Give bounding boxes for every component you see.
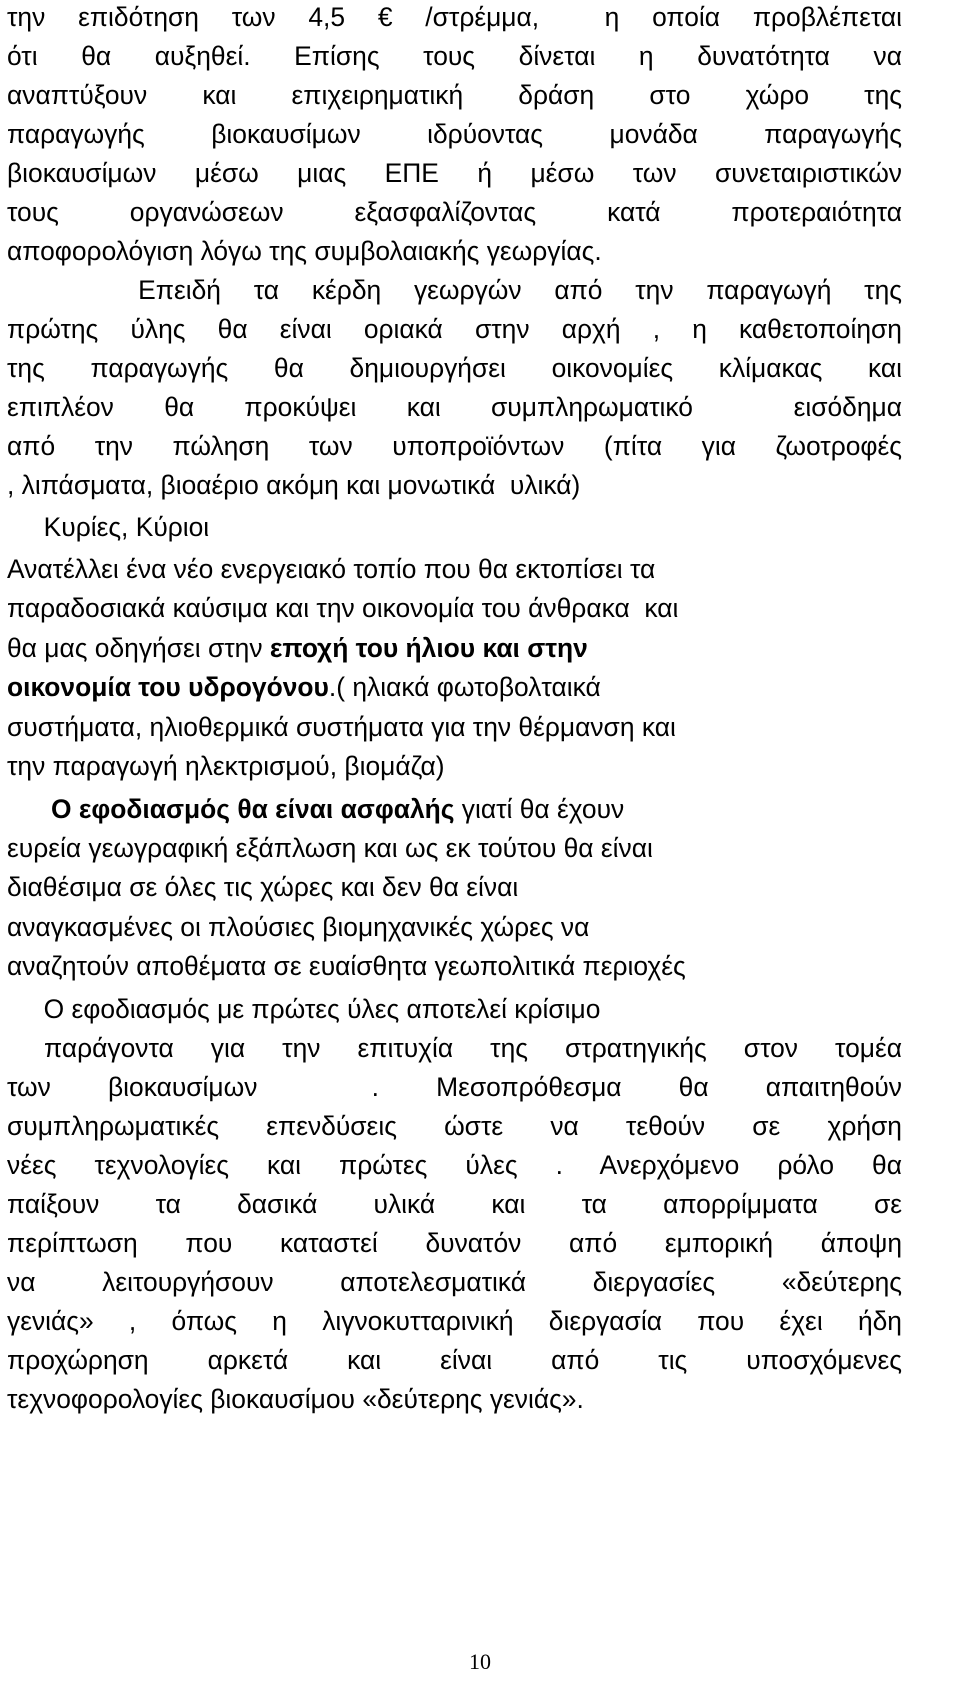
plain-text: θα μας οδηγήσει στην (7, 633, 270, 663)
text-line: παίξουν τα δασικά υλικά και τα απορρίμματα σε (7, 1189, 902, 1219)
text-line: περίπτωση που καταστεί δυνατόν από εμπορική άποψη (7, 1228, 902, 1258)
text-line: των βιοκαυσίμων . Μεσοπρόθεσμα θα απαιτηθούν (7, 1072, 902, 1102)
page-number: 10 (469, 1649, 491, 1674)
text-line: παραδοσιακά καύσιμα και την οικονομία του άνθρακα και (7, 593, 679, 623)
text-line: συστήματα, ηλιοθερμικά συστήματα για την θέρμανση και (7, 712, 676, 742)
text-line: γενιάς» , όπως η λιγνοκυτταρινική διεργασία που έχει ήδη (7, 1306, 902, 1336)
text-line: βιοκαυσίμων μέσω μιας ΕΠΕ ή μέσω των συνεταιριστικών (7, 158, 902, 188)
text-line: επιπλέον θα προκύψει και συμπληρωματικό εισόδημα (7, 392, 902, 422)
text-line: προχώρηση αρκετά και είναι από τις υποσχόμενες (7, 1345, 902, 1375)
text-line: αναζητούν αποθέματα σε ευαίσθητα γεωπολιτικά περιοχές (7, 951, 686, 981)
text-line: , λιπάσματα, βιοαέριο ακόμη και μονωτικά υλικά) (7, 470, 581, 500)
text-line: ότι θα αυξηθεί. Επίσης τους δίνεται η δυνατότητα να (7, 41, 902, 71)
text-line: ευρεία γεωγραφική εξάπλωση και ως εκ τούτου θα είναι (7, 833, 653, 863)
text-line: την επιδότηση των 4,5 € /στρέμμα, η οποία προβλέπεται (7, 2, 902, 32)
indent (7, 794, 51, 824)
text-line: νέες τεχνολογίες και πρώτες ύλες . Ανερχόμενο ρόλο θα (7, 1150, 902, 1180)
text-line (7, 789, 902, 829)
text-line: την παραγωγή ηλεκτρισμού, βιομάζα) (7, 751, 445, 781)
salutation: Κυρίες, Κύριοι (7, 512, 210, 542)
bold-emphasis: οικονομία του υδρογόνου (7, 672, 329, 702)
text-line: αποφορολόγιση λόγω της συμβολαιακής γεωργίας. (7, 236, 602, 266)
text-line: αναγκασμένες οι πλούσιες βιομηχανικές χώρες να (7, 912, 590, 942)
bold-emphasis: Ο εφοδιασμός θα είναι ασφαλής (51, 794, 455, 824)
text-line: τους οργανώσεων εξασφαλίζοντας κατά προτεραιότητα (7, 197, 902, 227)
text-line: Ο εφοδιασμός με πρώτες ύλες αποτελεί κρίσιμο (7, 994, 601, 1024)
text-line: από την πώληση των υποπροϊόντων (πίτα για ζωοτροφές (7, 431, 902, 461)
text-line: τεχνοφορολογίες βιοκαυσίμου «δεύτερης γενιάς». (7, 1384, 584, 1414)
text-line: πρώτης ύλης θα είναι οριακά στην αρχή , η καθετοποίηση (7, 314, 902, 344)
text-line (7, 667, 902, 707)
text-line: αναπτύξουν και επιχειρηματική δράση στο χώρο της (7, 80, 902, 110)
text-line: Ανατέλλει ένα νέο ενεργειακό τοπίο που θα εκτοπίσει τα (7, 554, 656, 584)
plain-text: γιατί θα έχουν (454, 794, 625, 824)
text-line: παράγοντα για την επιτυχία της στρατηγικής στον τομέα (7, 1033, 902, 1063)
text-line: παραγωγής βιοκαυσίμων ιδρύοντας μονάδα παραγωγής (7, 119, 902, 149)
plain-text: .( ηλιακά φωτοβολταικά (328, 672, 601, 702)
text-line: Επειδή τα κέρδη γεωργών από την παραγωγή της (7, 275, 902, 305)
text-line: της παραγωγής θα δημιουργήσει οικονομίες κλίμακας και (7, 353, 902, 383)
bold-emphasis: εποχή του ήλιου και στην (269, 633, 588, 663)
text-line (7, 628, 902, 668)
text-line: διαθέσιμα σε όλες τις χώρες και δεν θα είναι (7, 872, 519, 902)
text-line: συμπληρωματικές επενδύσεις ώστε να τεθούν σε χρήση (7, 1111, 902, 1141)
text-line: να λειτουργήσουν αποτελεσματικά διεργασίες «δεύτερης (7, 1267, 902, 1297)
